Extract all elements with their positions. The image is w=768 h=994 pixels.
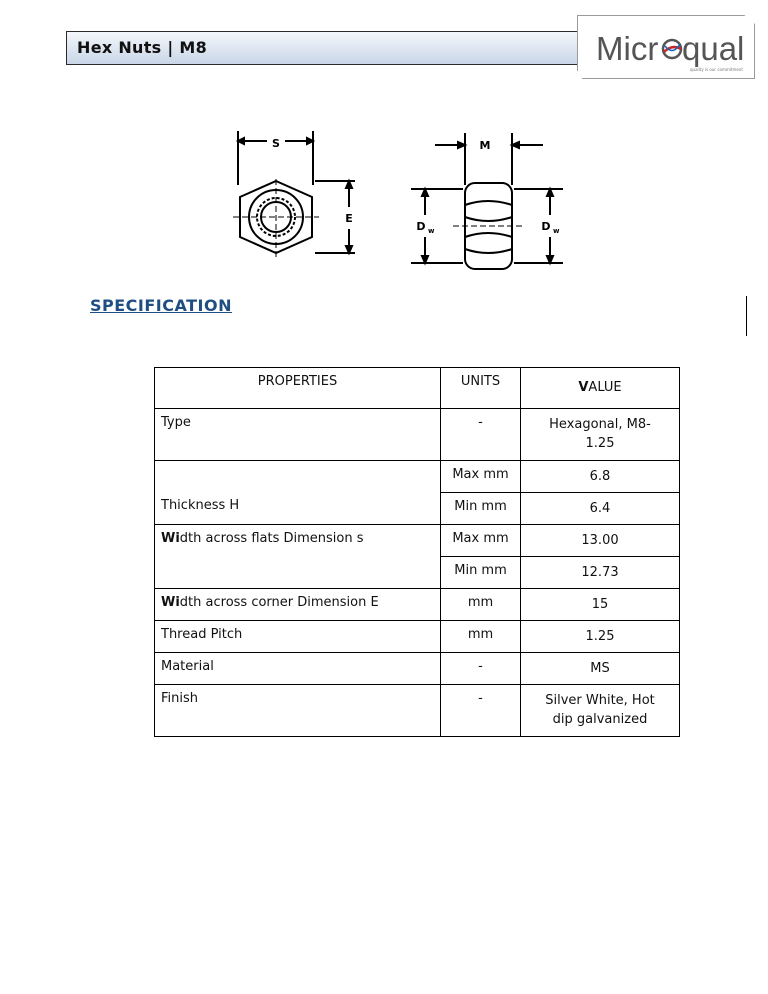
dimension-s-label: S <box>272 137 280 150</box>
row-finish-value-line1: Silver White, Hot <box>545 693 655 708</box>
header-units: UNITS <box>441 368 521 409</box>
row-width-flats-max-value: 13.00 <box>521 525 680 557</box>
row-type-value <box>521 409 680 461</box>
table-row <box>155 589 680 621</box>
row-type-value-text: Hexagonal, M8-1.25 <box>549 417 651 451</box>
microqual-logo-graphic <box>578 16 754 78</box>
row-finish-value-line2: dip galvanized <box>552 712 648 727</box>
row-type-unit: - <box>441 409 521 461</box>
row-width-flats-property-first: Wi <box>161 531 180 546</box>
hex-nut-drawing <box>225 125 570 275</box>
row-material-property: Material <box>155 653 441 685</box>
dimension-dw-left-subscript: w <box>428 227 435 235</box>
row-thickness-max-unit: Max mm <box>441 461 521 493</box>
row-width-flats-min-unit: Min mm <box>441 557 521 589</box>
row-width-flats-property-rest: dth across flats Dimension s <box>179 531 364 546</box>
row-width-flats-max-unit: Max mm <box>441 525 521 557</box>
dimension-dw-left-label: D <box>416 220 426 233</box>
header-value-rest: ALUE <box>588 380 622 395</box>
document-title: Hex Nuts | M8 <box>77 38 208 57</box>
row-thread-pitch-value: 1.25 <box>521 621 680 653</box>
row-material-unit: - <box>441 653 521 685</box>
table-row <box>155 461 680 493</box>
logo-swirl-icon <box>663 40 681 58</box>
header-properties: PROPERTIES <box>155 368 441 409</box>
header-value <box>521 368 680 409</box>
table-row <box>155 653 680 685</box>
microqual-logo <box>577 15 755 79</box>
logo-tagline: quality is our commitment <box>690 67 743 72</box>
row-thread-pitch-property: Thread Pitch <box>155 621 441 653</box>
row-finish-unit: - <box>441 685 521 737</box>
dimension-dw-right-subscript: w <box>553 227 560 235</box>
hex-nut-front-view <box>233 131 355 257</box>
dimension-e-label: E <box>345 212 353 225</box>
row-finish-value <box>521 685 680 737</box>
dimension-m-label: M <box>479 139 491 152</box>
table-row <box>155 685 680 737</box>
row-width-corner-value: 15 <box>521 589 680 621</box>
row-type-property: Type <box>155 409 441 461</box>
row-width-corner-property <box>155 589 441 621</box>
row-thickness-property-text: Thickness H <box>161 498 240 513</box>
logo-text-right: qual <box>682 30 745 67</box>
row-thread-pitch-unit: mm <box>441 621 521 653</box>
specification-heading: SPECIFICATION <box>90 296 232 315</box>
row-thickness-min-value: 6.4 <box>521 493 680 525</box>
table-header-row <box>155 368 680 409</box>
hex-nut-side-view <box>411 133 563 269</box>
row-thickness-max-value: 6.8 <box>521 461 680 493</box>
specification-table <box>154 367 680 737</box>
margin-line <box>746 296 747 336</box>
row-width-flats-property <box>155 525 441 589</box>
logo-text-left: Micr <box>596 30 659 67</box>
dimension-dw-right-label: D <box>541 220 551 233</box>
row-width-flats-min-value: 12.73 <box>521 557 680 589</box>
header-value-first: V <box>578 380 589 395</box>
row-width-corner-unit: mm <box>441 589 521 621</box>
row-material-value: MS <box>521 653 680 685</box>
row-finish-property: Finish <box>155 685 441 737</box>
table-row <box>155 525 680 557</box>
table-row <box>155 409 680 461</box>
row-thickness-min-unit: Min mm <box>441 493 521 525</box>
row-thickness-property <box>155 461 441 525</box>
row-width-corner-property-first: Wi <box>161 595 180 610</box>
row-width-corner-property-rest: dth across corner Dimension E <box>179 595 379 610</box>
table-row <box>155 621 680 653</box>
